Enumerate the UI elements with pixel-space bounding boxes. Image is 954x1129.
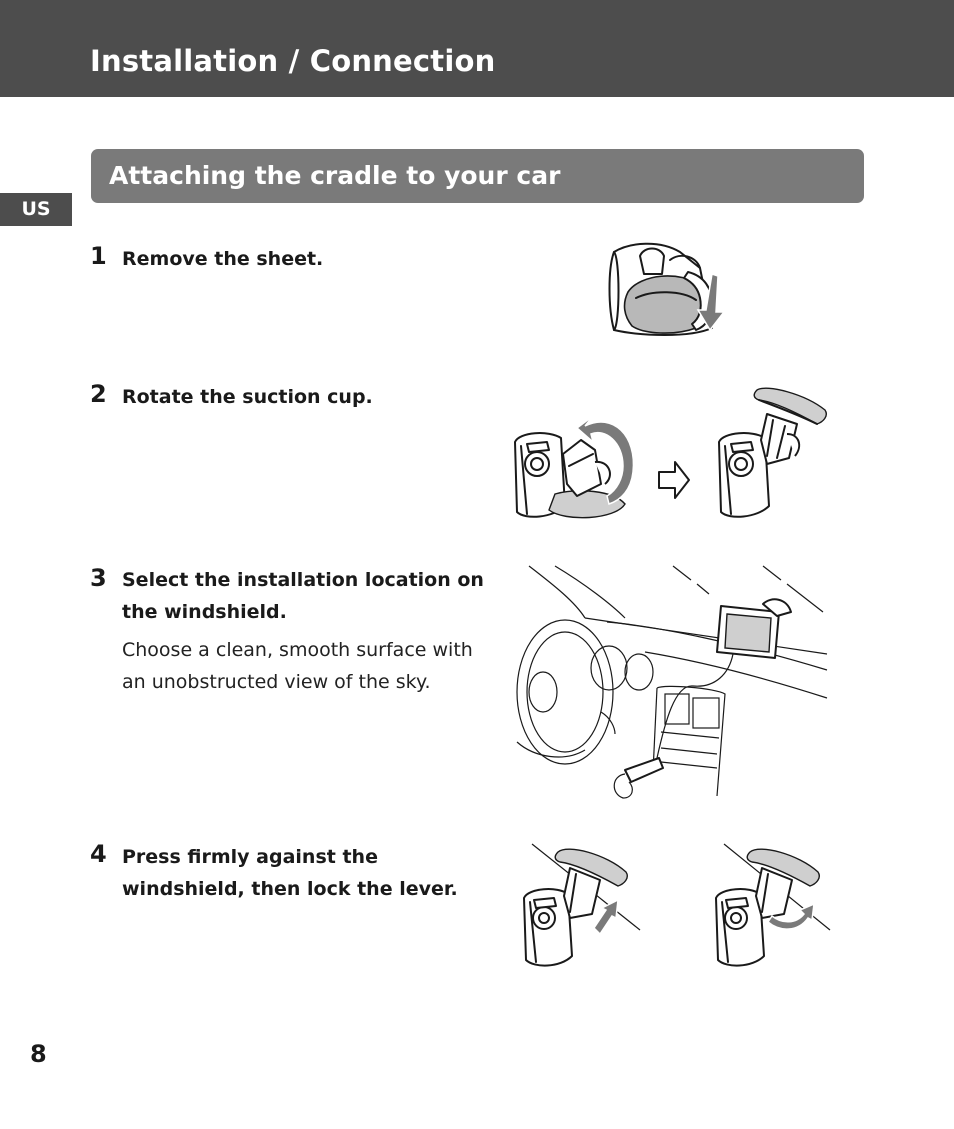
step-3-text-line2: the windshield. bbox=[122, 601, 287, 623]
windshield-location-illustration bbox=[515, 562, 827, 802]
page-number: 8 bbox=[30, 1040, 47, 1068]
step-2-number: 2 bbox=[90, 380, 107, 408]
step-4-text-line1: Press firmly against the bbox=[122, 846, 378, 868]
step-3-body-line2: an unobstructed view of the sky. bbox=[122, 671, 431, 693]
step-4-text-line2: windshield, then lock the lever. bbox=[122, 878, 458, 900]
section-title: Attaching the cradle to your car bbox=[109, 161, 561, 190]
step-1-number: 1 bbox=[90, 242, 107, 270]
step-2-text: Rotate the suction cup. bbox=[122, 386, 373, 408]
step-3-text-line1: Select the installation location on bbox=[122, 569, 484, 591]
rotate-suction-cup-illustration bbox=[505, 380, 835, 525]
language-tab: US bbox=[0, 193, 72, 226]
step-4-number: 4 bbox=[90, 840, 107, 868]
step-3-number: 3 bbox=[90, 564, 107, 592]
step-1-text: Remove the sheet. bbox=[122, 248, 324, 270]
section-header bbox=[91, 149, 864, 203]
step-3-body-line1: Choose a clean, smooth surface with bbox=[122, 639, 473, 661]
press-and-lock-illustration bbox=[510, 838, 840, 970]
remove-sheet-illustration bbox=[600, 238, 740, 343]
header-band bbox=[0, 0, 954, 97]
page-title: Installation / Connection bbox=[90, 44, 496, 78]
